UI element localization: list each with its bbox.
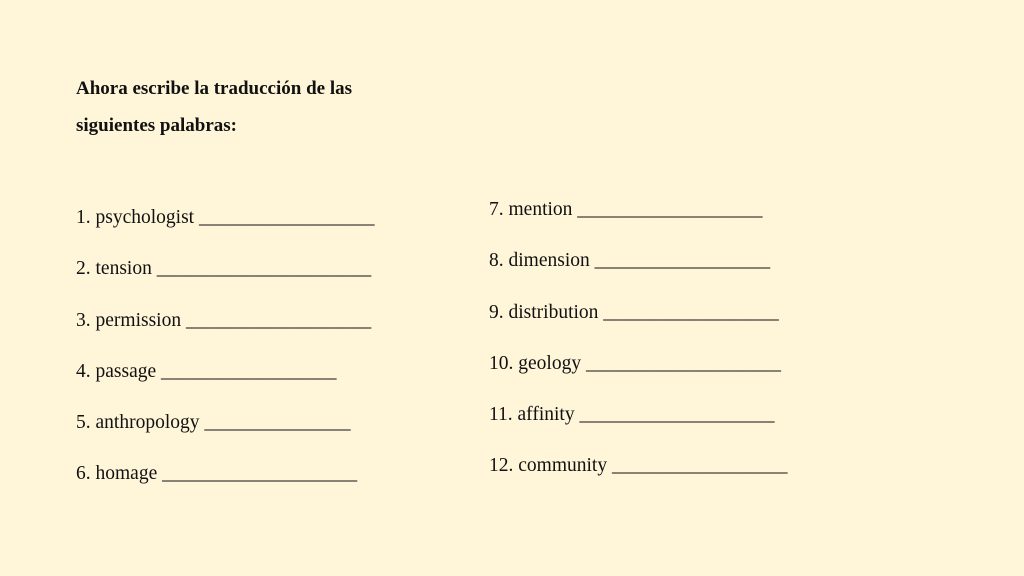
list-item: 5. anthropology _______________ (76, 412, 351, 434)
word-list-left (76, 204, 374, 512)
instructions-heading (76, 70, 416, 144)
list-item: 4. passage __________________ (76, 360, 337, 382)
list-item: 12. community __________________ (489, 455, 788, 477)
instructions-line-1: Ahora escribe la traducción de las (76, 78, 353, 99)
list-item: 2. tension ______________________ (76, 258, 372, 280)
list-item: 9. distribution __________________ (489, 301, 779, 323)
word-list-right (489, 196, 787, 504)
list-item: 10. geology ____________________ (489, 352, 781, 374)
instructions-line-2: siguientes palabras: (76, 115, 237, 136)
list-item: 11. affinity ____________________ (489, 404, 775, 426)
list-item: 1. psychologist __________________ (76, 207, 375, 228)
list-item: 6. homage ____________________ (76, 463, 358, 485)
list-item: 3. permission ___________________ (76, 309, 372, 331)
list-item: 8. dimension __________________ (489, 250, 771, 272)
list-item: 7. mention ___________________ (489, 199, 763, 220)
